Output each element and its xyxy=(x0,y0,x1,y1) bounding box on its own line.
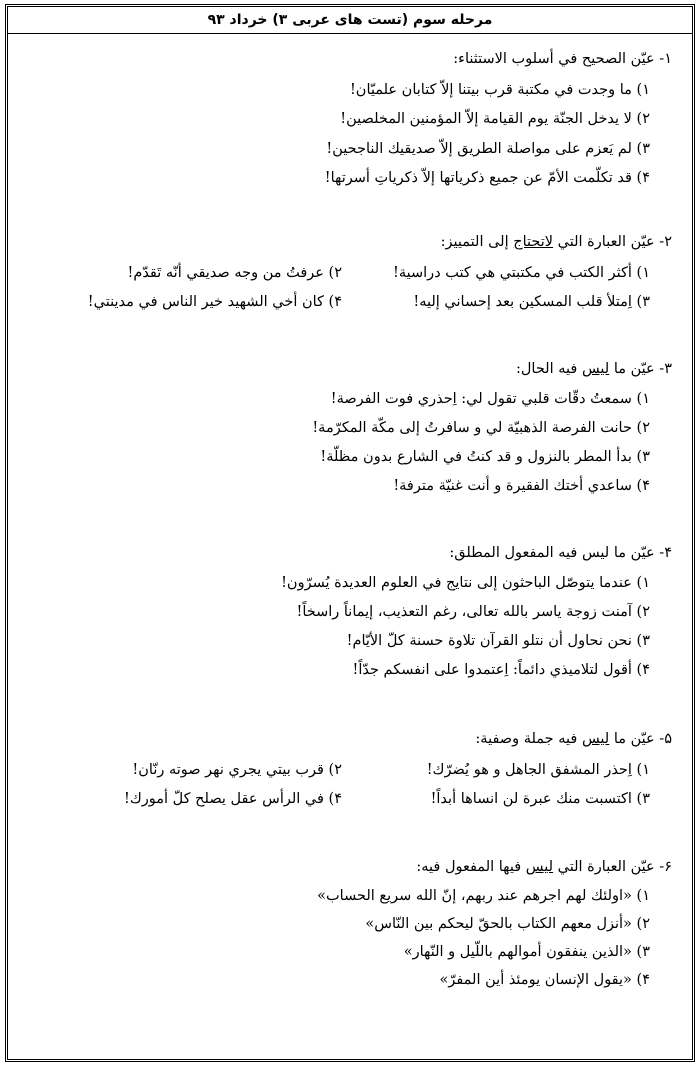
question-stem: ۴- عیّن ما ليس فيه المفعول المطلق: xyxy=(449,545,672,561)
question-stem: ۲- عیّن العبارة التي لاتحتاج إلى التمييز: xyxy=(440,234,672,250)
option-4: ۴) أقول لتلاميذي دائماً: اِعتمدوا على انفسكم جدّاً! xyxy=(352,662,650,678)
page-frame xyxy=(5,4,695,1062)
option-1: ۱) اِحذر المشفق الجاهل و هو يُضرّك! xyxy=(426,762,650,778)
option-3: ۳) «الذين ينفقون أموالهم باللّيل و النّهار» xyxy=(403,944,650,960)
option-1: ۱) «اولئك لهم اجرهم عند ربهم، إنّ الله سريع الحساب» xyxy=(317,888,650,904)
option-2: ۲) آمنت زوجة ياسر بالله تعالى، رغم التعذيب، إيماناً راسخاً! xyxy=(296,604,650,620)
option-1: ۱) ما وجدت في مكتبة قرب بيتنا إلاّ كتابان علميّان! xyxy=(349,82,650,98)
option-1: ۱) سمعتُ دقّات قلبي تقول لي: اِحذري فوت الفرصة! xyxy=(330,391,650,407)
page-title: مرحله سوم (تست های عربی ۳) خرداد ۹۳ xyxy=(8,7,692,34)
option-2: ۲) لا يدخل الجنّة يوم القيامة إلاّ المؤمنين المخلصين! xyxy=(340,111,650,127)
option-2: ۲) حانت الفرصة الذهبيّة لي و سافرتُ إلى مكّة المكرّمة! xyxy=(312,420,650,436)
option-4: ۴) «يقول الإنسان يومئذ أين المفرّ» xyxy=(439,972,650,988)
option-2: ۲) قرب بيتي يجري نهر صوته رنّان! xyxy=(132,762,342,778)
option-4: ۴) كان أخي الشهيد خير الناس في مدينتي! xyxy=(87,294,342,310)
option-3: ۳) بدأ المطر بالنزول و قد كنتُ في الشارع بدون مظلّة! xyxy=(320,449,650,465)
option-3: ۳) اِمتلأ قلب المسكين بعد إحساني إليه! xyxy=(413,294,650,310)
question-stem: ۵- عیّن ما ليس فيه جملة وصفية: xyxy=(475,731,672,747)
question-stem: ۳- عیّن ما ليس فيه الحال: xyxy=(515,361,672,377)
option-1: ۱) أكثر الكتب في مكتبتي هي كتب دراسية! xyxy=(393,265,650,281)
option-4: ۴) قد تكلّمت الأمّ عن جميع ذكرياتها إلاّ ذكرياتِ أسرتها! xyxy=(324,170,650,186)
option-4: ۴) ساعدي أختك الفقيرة و أنت غنيّة مترفة! xyxy=(393,478,650,494)
option-1: ۱) عندما يتوصّل الباحثون إلى نتايج في العلوم العديدة يُسرّون! xyxy=(281,575,650,591)
question-stem: ۶- عیّن العبارة التي ليس فيها المفعول فيه: xyxy=(416,859,672,875)
option-3: ۳) اكتسبت منك عبرة لن انساها أبداً! xyxy=(430,791,650,807)
option-2: ۲) عرفتُ من وجه صديقي أنّه تَقدّم! xyxy=(127,265,342,281)
option-2: ۲) «أنزل معهم الكتاب بالحقّ ليحكم بين النّاس» xyxy=(365,916,650,932)
question-stem: ۱- عیّن الصحیح في أسلوب الاستثناء: xyxy=(453,51,672,67)
option-3: ۳) نحن نحاول أن نتلو القرآن تلاوة حسنة كلّ الأيّام! xyxy=(346,633,650,649)
option-3: ۳) لم يَعزم على مواصلة الطريق إلاّ صديقيك الناجحين! xyxy=(326,141,650,157)
option-4: ۴) في الرأس عقل يصلح كلّ أمورك! xyxy=(124,791,342,807)
